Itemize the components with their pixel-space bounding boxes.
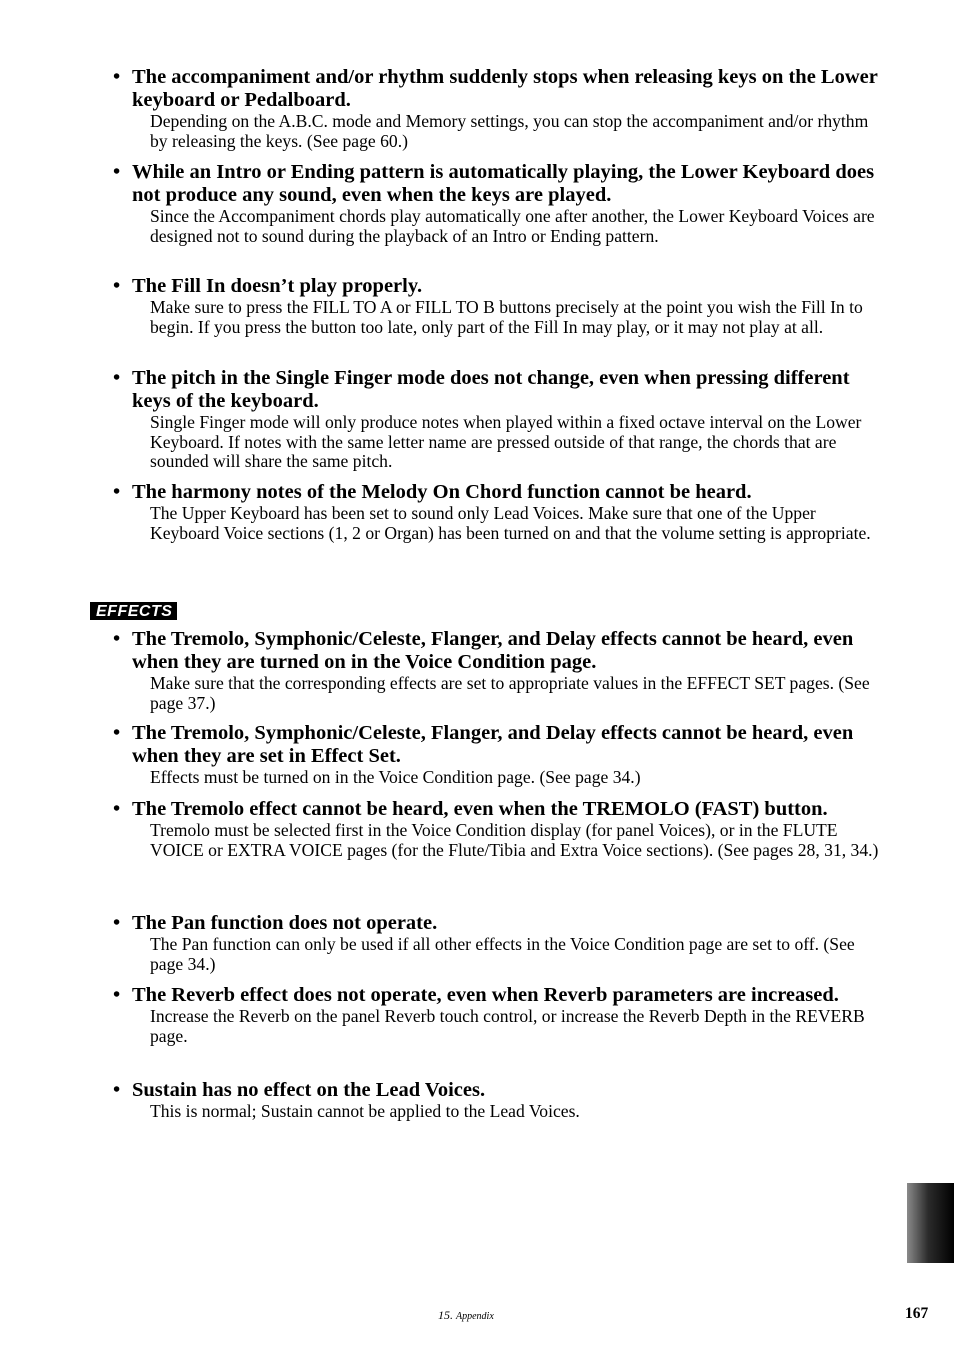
trouble-heading-text: While an Intro or Ending pattern is automatically playing, the Lower Keyboard does not produce any sound, even when the keys are played. — [132, 161, 875, 206]
effects-heading — [113, 722, 888, 768]
effects-heading-text: The Pan function does not operate. — [132, 912, 438, 934]
trouble-body: Since the Accompaniment chords play automatically one after another, the Lower Keyboard Voices are designed not to sound during the playback of an Intro or Ending pattern. — [150, 206, 875, 246]
effects-heading — [113, 628, 888, 674]
bullet: • — [113, 161, 121, 183]
bullet: • — [113, 798, 121, 820]
effects-heading-text: Sustain has no effect on the Lead Voices. — [132, 1079, 486, 1101]
trouble-item — [113, 161, 888, 246]
trouble-body: The Upper Keyboard has been set to sound only Lead Voices. Make sure that one of the Upper Keyboard Voice sections (1, 2 or Organ) has been turned on and that the volume setting is appropriate. — [150, 503, 871, 543]
bullet: • — [113, 367, 121, 389]
trouble-item — [113, 275, 888, 337]
bullet: • — [113, 984, 121, 1006]
effects-item — [113, 722, 888, 788]
effects-heading — [113, 798, 888, 821]
section-label-effects: EFFECTS — [90, 602, 177, 620]
bullet: • — [113, 66, 121, 88]
trouble-body: Depending on the A.B.C. mode and Memory settings, you can stop the accompaniment and/or rhythm by releasing the keys. (See page 60.) — [150, 111, 869, 151]
bullet: • — [113, 275, 121, 297]
chapter-number: 15. — [438, 1308, 453, 1322]
effects-heading — [113, 984, 888, 1007]
effects-heading-text: The Tremolo effect cannot be heard, even when the TREMOLO (FAST) button. — [132, 798, 828, 820]
effects-body: Tremolo must be selected first in the Voice Condition display (for panel Voices), or in the FLUTE VOICE or EXTRA VOICE pages (for the Flute/Tibia and Extra Voice sections). (See pages 28, 31, 34.) — [150, 820, 879, 860]
effects-body: This is normal; Sustain cannot be applied to the Lead Voices. — [150, 1101, 580, 1121]
trouble-body: Make sure to press the FILL TO A or FILL TO B buttons precisely at the point you wish the Fill In to begin. If you press the button too late, only part of the Fill In may play, or it may not play at all. — [150, 297, 863, 337]
effects-body: The Pan function can only be used if all other effects in the Voice Condition page are set to off. (See page 34.) — [150, 934, 855, 974]
effects-heading — [113, 912, 888, 935]
chapter-tab-marker — [907, 1183, 954, 1263]
footer-chapter — [438, 1308, 494, 1323]
trouble-heading — [113, 161, 888, 207]
effects-item — [113, 984, 888, 1046]
chapter-title: Appendix — [456, 1311, 494, 1322]
trouble-item — [113, 367, 888, 472]
page-number: 167 — [905, 1305, 929, 1322]
effects-heading-text: The Reverb effect does not operate, even when Reverb parameters are increased. — [132, 984, 839, 1006]
bullet: • — [113, 628, 121, 650]
effects-heading-text: The Tremolo, Symphonic/Celeste, Flanger, and Delay effects cannot be heard, even when they are turned on in the Voice Condition page. — [132, 628, 854, 673]
trouble-heading-text: The accompaniment and/or rhythm suddenly stops when releasing keys on the Lower keyboard or Pedalboard. — [132, 66, 878, 111]
trouble-heading — [113, 66, 888, 112]
trouble-item — [113, 481, 888, 543]
trouble-body: Single Finger mode will only produce notes when played within a fixed octave interval on the Lower Keyboard. If notes with the same letter name are pressed outside of that range, the chords that are sounded will share the same pitch. — [150, 412, 862, 471]
bullet: • — [113, 722, 121, 744]
effects-heading-text: The Tremolo, Symphonic/Celeste, Flanger, and Delay effects cannot be heard, even when they are set in Effect Set. — [132, 722, 854, 767]
trouble-heading — [113, 367, 888, 413]
effects-item — [113, 628, 888, 713]
trouble-heading-text: The Fill In doesn’t play properly. — [132, 275, 423, 297]
effects-item — [113, 912, 888, 974]
bullet: • — [113, 481, 121, 503]
effects-item — [113, 798, 888, 860]
trouble-heading — [113, 481, 888, 504]
effects-item — [113, 1079, 888, 1122]
bullet: • — [113, 912, 121, 934]
effects-heading — [113, 1079, 888, 1102]
trouble-item — [113, 66, 888, 151]
trouble-heading-text: The harmony notes of the Melody On Chord function cannot be heard. — [132, 481, 752, 503]
effects-body: Increase the Reverb on the panel Reverb touch control, or increase the Reverb Depth in the REVERB page. — [150, 1006, 865, 1046]
trouble-heading-text: The pitch in the Single Finger mode does not change, even when pressing different keys of the keyboard. — [132, 367, 850, 412]
trouble-heading — [113, 275, 888, 298]
effects-body: Make sure that the corresponding effects are set to appropriate values in the EFFECT SET pages. (See page 37.) — [150, 673, 870, 713]
bullet: • — [113, 1079, 121, 1101]
effects-body: Effects must be turned on in the Voice Condition page. (See page 34.) — [150, 767, 641, 787]
